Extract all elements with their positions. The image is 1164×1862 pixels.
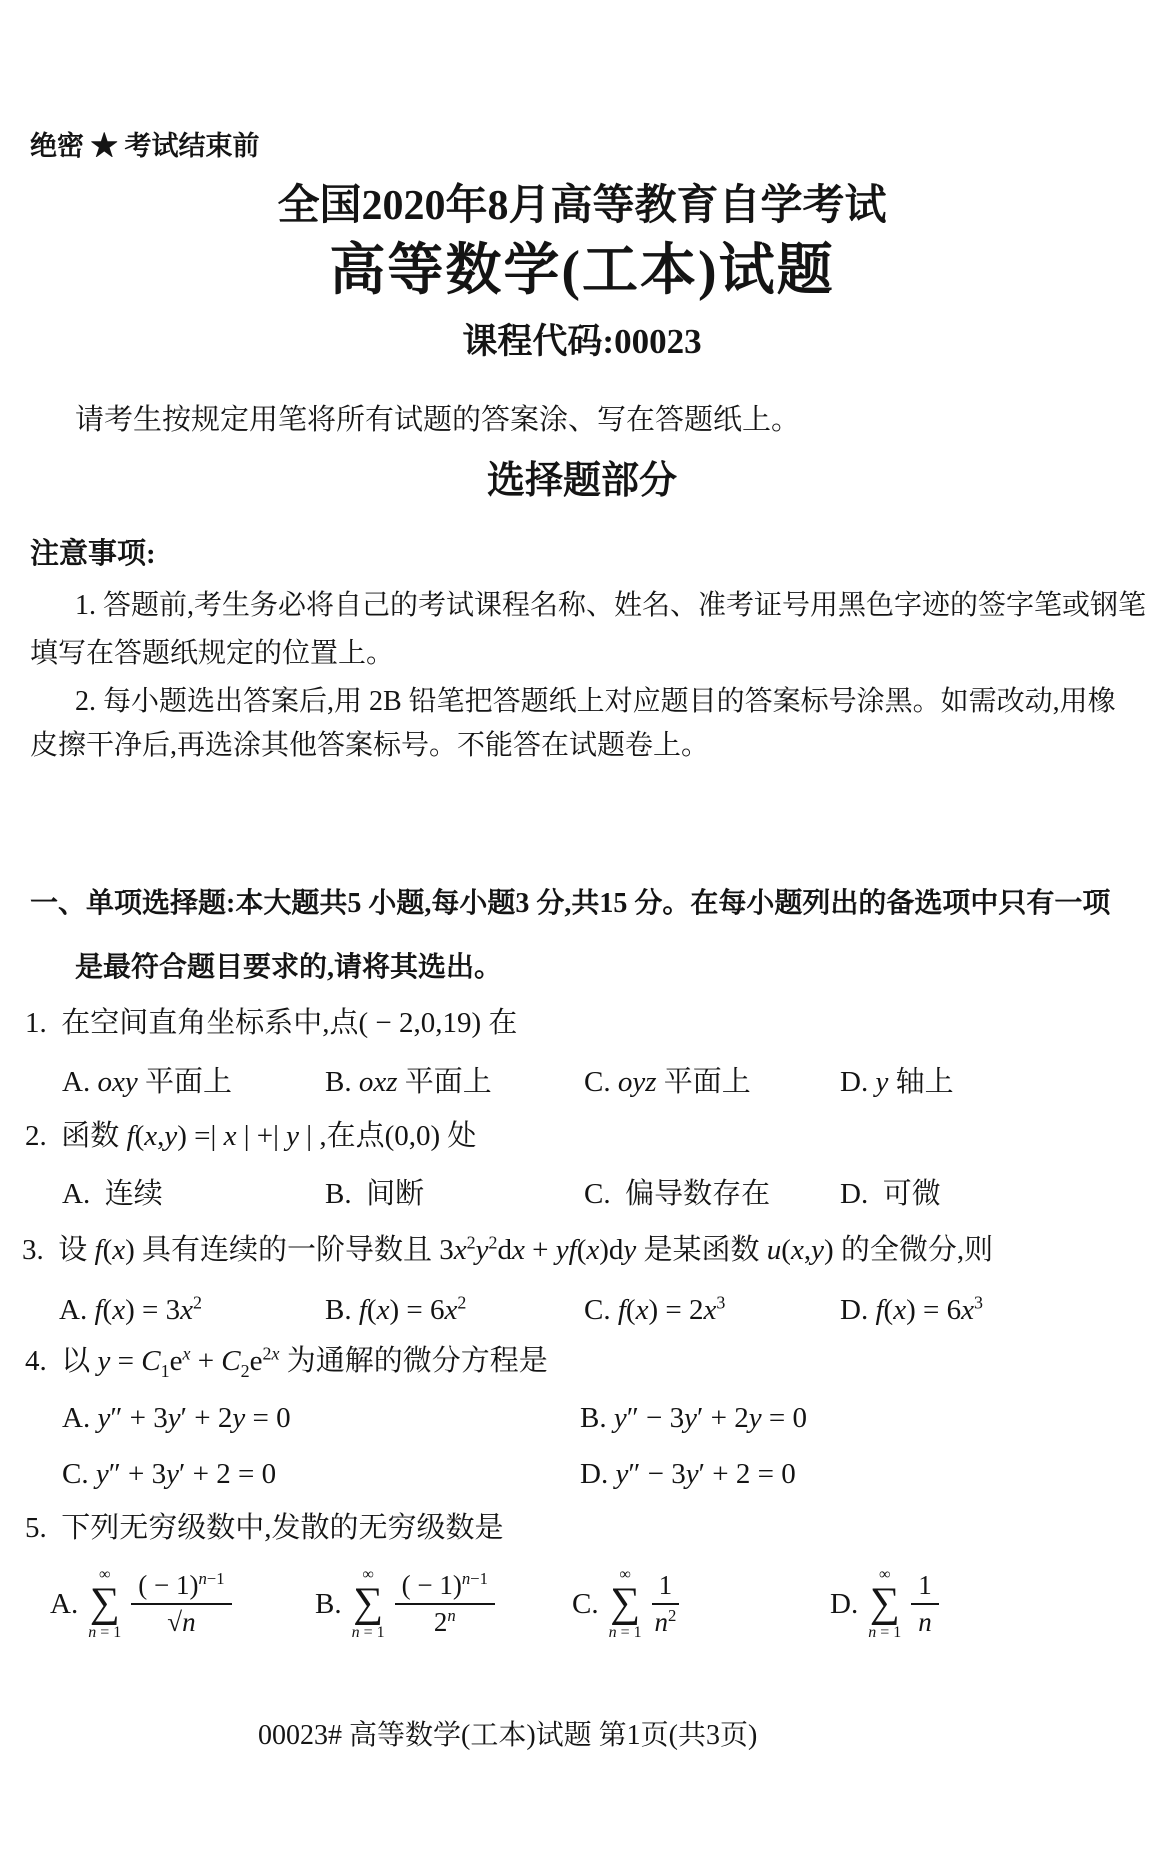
question-2-option-c: C. 偏导数存在: [584, 1178, 771, 1210]
classification-banner: 绝密 ★ 考试结束前: [30, 131, 260, 161]
sigma-icon: ∑: [869, 1579, 900, 1626]
question-1-stem: 1. 在空间直角坐标系中,点( − 2,0,19) 在: [25, 1007, 518, 1039]
summation-symbol: [88, 1567, 121, 1642]
question-5-option-c: [572, 1556, 679, 1652]
option-label: D.: [830, 1587, 859, 1620]
sum-upper-limit: ∞: [362, 1565, 374, 1583]
note-1-line-1: 1. 答题前,考生务必将自己的考试课程名称、姓名、准考证号用黑色字迹的签字笔或钢笔: [75, 590, 1147, 621]
option-label: A.: [50, 1587, 79, 1620]
question-1-option-c: C. oyz 平面上: [584, 1066, 751, 1098]
sum-lower-limit: n = 1: [351, 1624, 385, 1642]
fraction-numerator: ( − 1)$^{n-1}$: [131, 1570, 231, 1605]
option-label: B.: [315, 1587, 342, 1620]
fraction-denominator: 2$^n$: [433, 1606, 456, 1637]
sum-upper-limit: ∞: [99, 1565, 111, 1583]
fraction-denominator: n: [918, 1607, 932, 1637]
question-4-option-b: B. y″ − 3y′ + 2y = 0: [580, 1402, 807, 1434]
question-4-option-c: C. y″ + 3y′ + 2 = 0: [62, 1458, 277, 1490]
exam-title: 全国2020年8月高等教育自学考试: [277, 183, 887, 229]
question-1-option-a: A. oxy 平面上: [62, 1066, 232, 1098]
question-4-option-d: D. y″ − 3y′ + 2 = 0: [580, 1458, 796, 1490]
question-2-option-b: B. 间断: [325, 1178, 425, 1210]
option-label: C.: [572, 1587, 599, 1620]
question-2-option-a: A. 连续: [62, 1178, 163, 1210]
question-1-option-d: D. y 轴上: [840, 1066, 954, 1098]
question-5-option-b: [315, 1556, 495, 1652]
fraction: [652, 1570, 680, 1638]
summation-symbol: [352, 1567, 385, 1642]
fraction: [911, 1570, 939, 1638]
question-4-stem: 4. 以 $y = C_1e^x + C_2e^{2x}$ 为通解的微分方程是: [25, 1343, 548, 1381]
question-4-option-a: A. y″ + 3y′ + 2y = 0: [62, 1402, 291, 1434]
note-2-line-2: 皮擦干净后,再选涂其他答案标号。不能答在试题卷上。: [30, 730, 710, 761]
part1-heading-line-2: 是最符合题目要求的,请将其选出。: [75, 952, 503, 983]
sigma-icon: ∑: [353, 1579, 384, 1626]
notes-title: 注意事项:: [30, 538, 156, 570]
question-3-option-c: C. $f(x) = 2x^3$: [584, 1292, 726, 1326]
summation-symbol: [868, 1567, 901, 1642]
question-5-stem: 5. 下列无穷级数中,发散的无穷级数是: [25, 1512, 504, 1544]
question-2-option-d: D. 可微: [840, 1178, 941, 1210]
sum-lower-limit: n = 1: [608, 1624, 642, 1642]
sum-upper-limit: ∞: [619, 1565, 631, 1583]
sum-lower-limit: n = 1: [88, 1624, 122, 1642]
question-3-option-a: A. $f(x) = 3x^2$: [59, 1292, 202, 1326]
sum-lower-limit: n = 1: [868, 1624, 902, 1642]
fraction-denominator: √n: [167, 1607, 196, 1637]
question-3-stem: 3. 设 f(x) 具有连续的一阶导数且 $3x^2y^2dx + yf(x)dy$ 是某函数 u(x,y) 的全微分,则: [22, 1232, 994, 1266]
note-1-line-2: 填写在答题纸规定的位置上。: [30, 638, 395, 669]
instruction-text: 请考生按规定用笔将所有试题的答案涂、写在答题纸上。: [75, 404, 801, 436]
question-5-option-d: [830, 1556, 939, 1652]
question-1-option-b: B. oxz 平面上: [325, 1066, 492, 1098]
question-3-option-d: D. $f(x) = 6x^3$: [840, 1292, 983, 1326]
fraction-numerator: 1: [911, 1570, 939, 1605]
part1-heading-line-1: 一、单项选择题:本大题共5 小题,每小题3 分,共15 分。在每小题列出的备选项中只有一项: [30, 888, 1111, 919]
footer-page-info: 00023# 高等数学(工本)试题 第1页(共3页): [258, 1720, 758, 1751]
note-2-line-1: 2. 每小题选出答案后,用 2B 铅笔把答题纸上对应题目的答案标号涂黑。如需改动,用橡: [75, 686, 1116, 717]
fraction-numerator: 1: [652, 1570, 680, 1605]
question-2-stem: 2. 函数 f(x,y) =| x | +| y | ,在点(0,0) 处: [25, 1120, 477, 1152]
summation-symbol: [609, 1567, 642, 1642]
section-title: 选择题部分: [486, 460, 677, 502]
fraction: [395, 1570, 495, 1638]
course-code: 课程代码:00023: [462, 322, 702, 361]
fraction-numerator: ( − 1)$^{n-1}$: [395, 1570, 495, 1605]
fraction-denominator: $n^2$: [654, 1606, 677, 1637]
sum-upper-limit: ∞: [879, 1565, 891, 1583]
exam-subtitle: 高等数学(工本)试题: [329, 240, 835, 302]
question-5-option-a: [50, 1556, 232, 1652]
sigma-icon: ∑: [610, 1579, 641, 1626]
sigma-icon: ∑: [89, 1579, 120, 1626]
fraction: [131, 1570, 231, 1638]
question-3-option-b: B. $f(x) = 6x^2$: [325, 1292, 467, 1326]
